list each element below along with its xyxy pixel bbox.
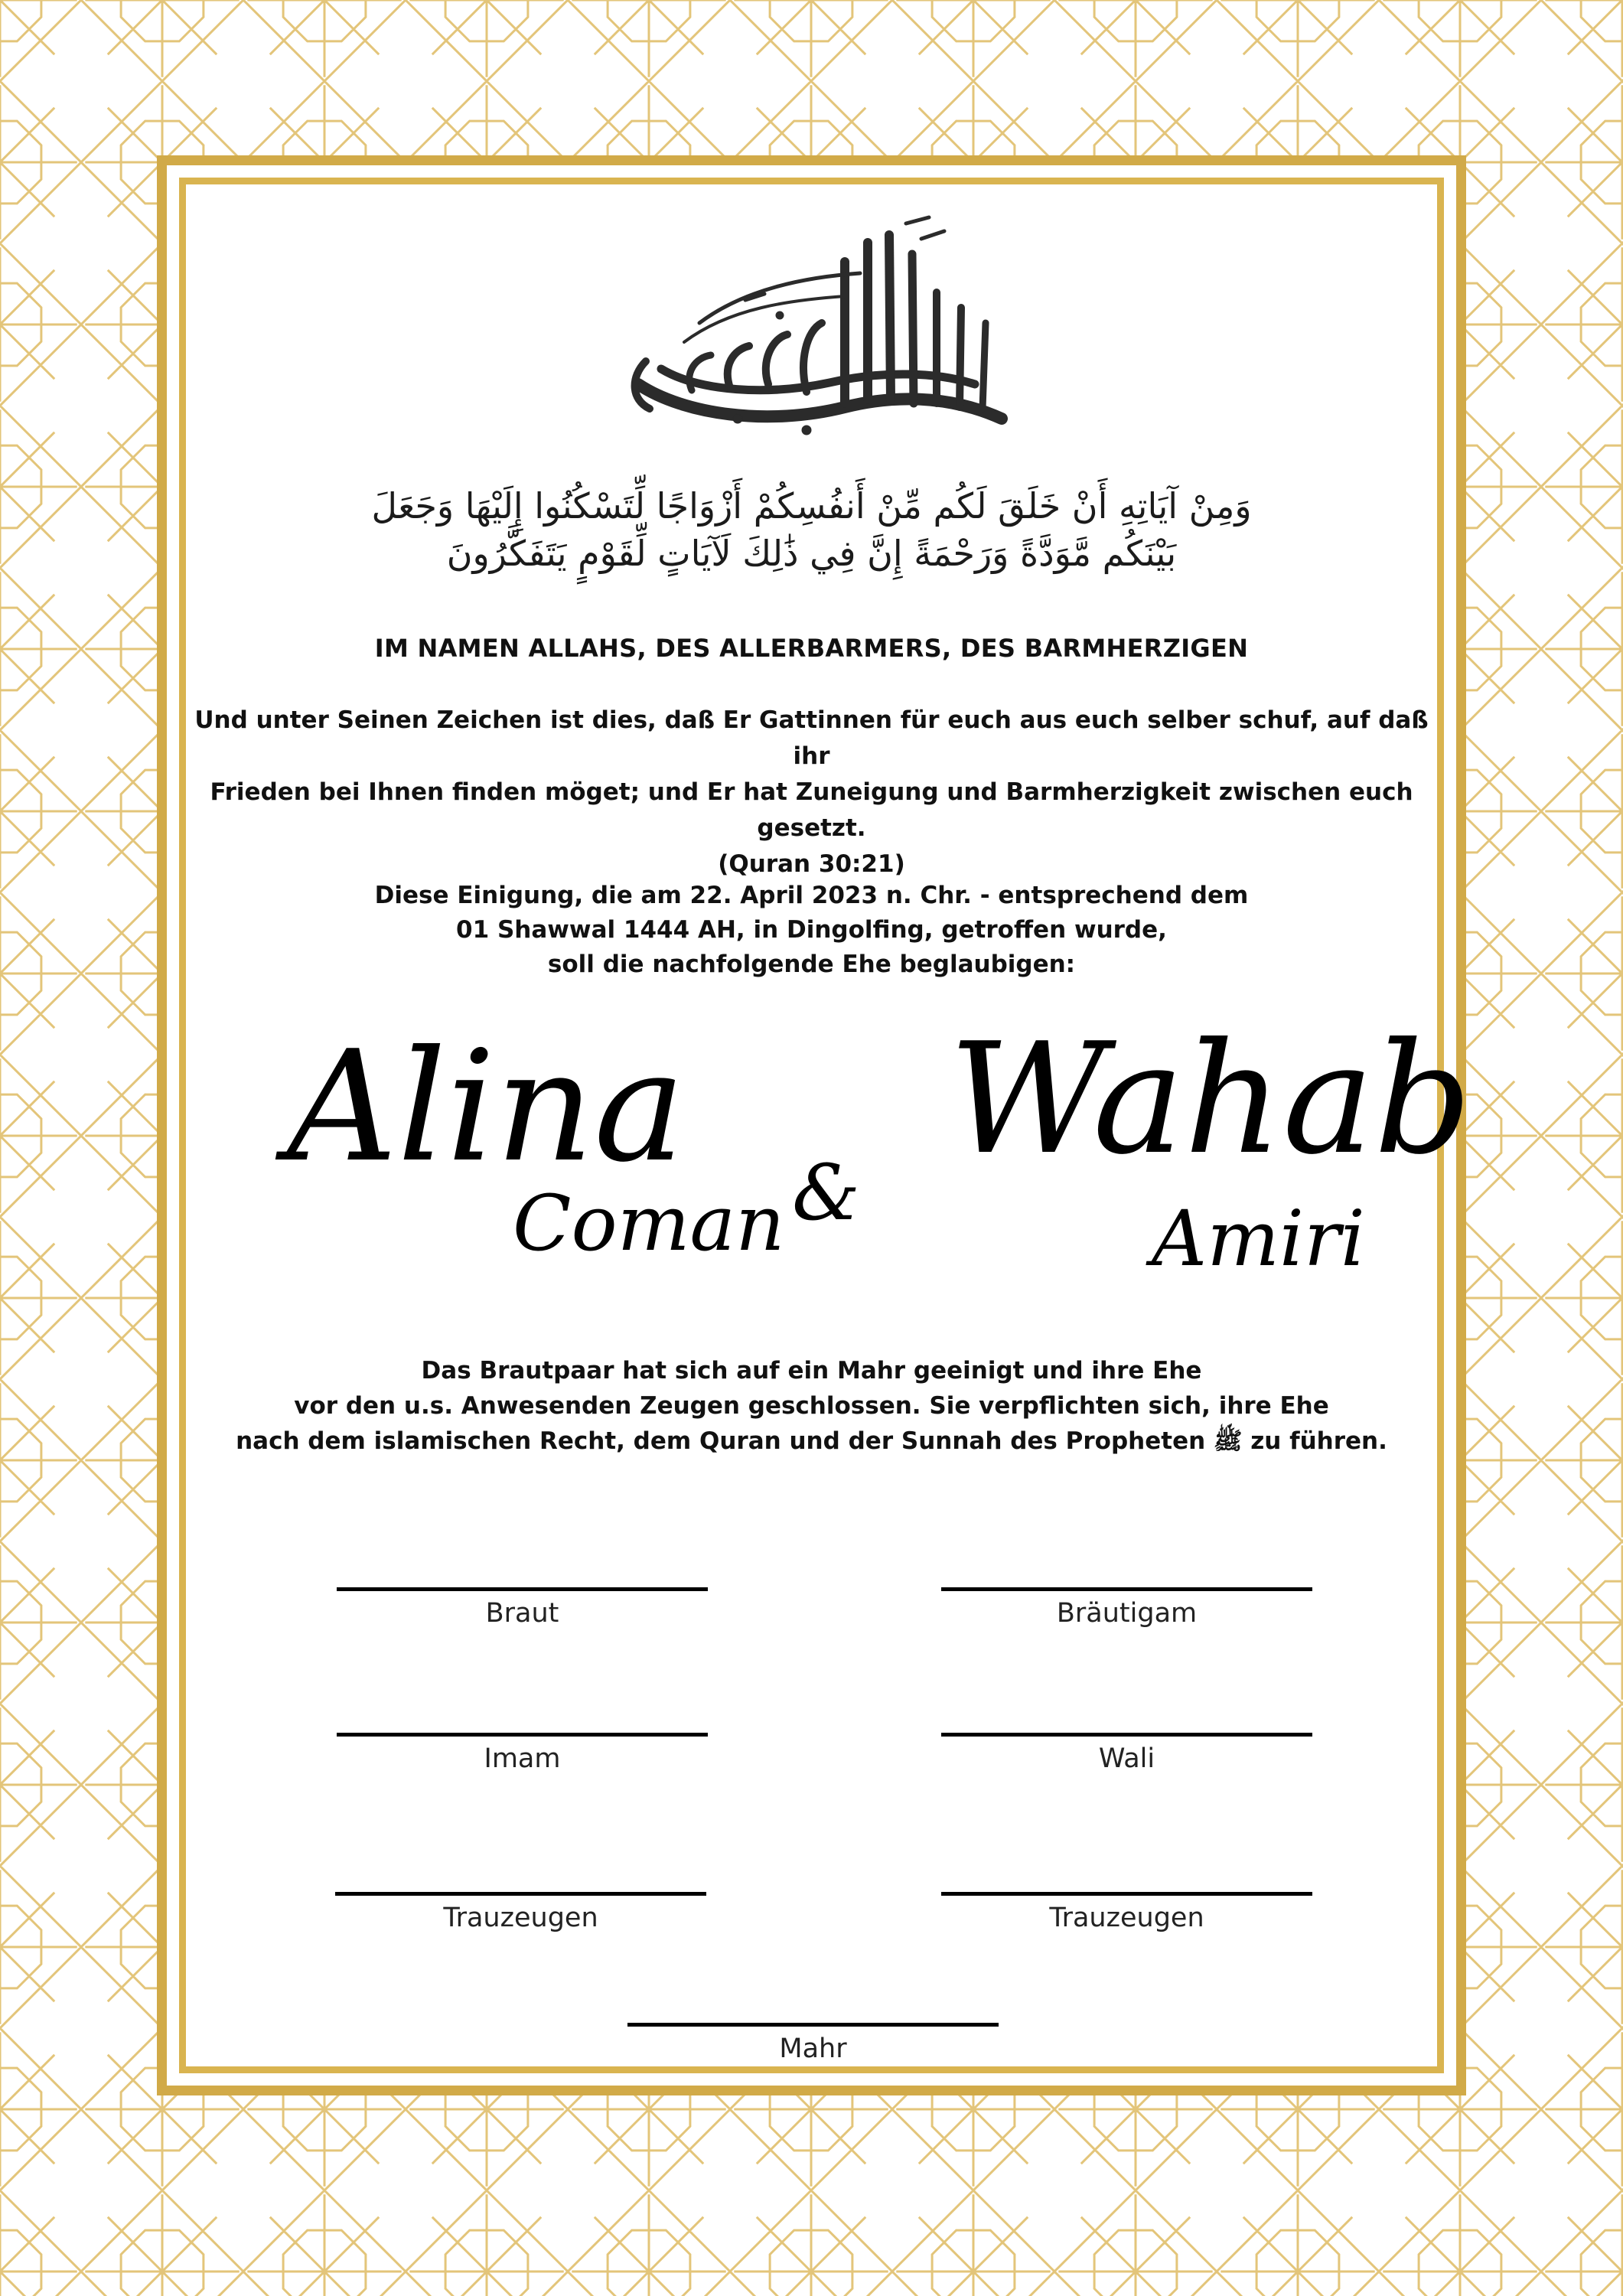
arabic-verse (188, 482, 1435, 577)
groom-last-name: Amiri (1152, 1194, 1365, 1283)
quran-reference: (Quran 30:21) (718, 850, 905, 878)
verse-translation (188, 703, 1435, 882)
certificate-heading: IM NAMEN ALLAHS, DES ALLERBARMERS, DES BARMHERZIGEN (374, 634, 1249, 663)
bride-first-name: Alina (287, 1018, 686, 1196)
bride-signature-line (337, 1587, 708, 1591)
mahr-signature-line (627, 2023, 999, 2027)
agreement-line-3: soll die nachfolgende Ehe beglaubigen: (547, 951, 1076, 978)
witness-left-signature-label: Trauzeugen (443, 1903, 598, 1933)
agreement-text (188, 879, 1435, 982)
declaration-text (188, 1353, 1435, 1459)
bride-signature-label: Braut (485, 1598, 559, 1629)
imam-signature-label: Imam (484, 1743, 561, 1774)
declaration-line-2: vor den u.s. Anwesenden Zeugen geschlossen. Sie verpflichten sich, ihre Ehe (294, 1392, 1329, 1420)
groom-signature-label: Bräutigam (1056, 1598, 1198, 1629)
wali-signature-label: Wali (1098, 1743, 1155, 1774)
bismillah-calligraphy-icon (615, 208, 1021, 438)
imam-signature-line (337, 1733, 708, 1737)
bride-last-name: Coman (513, 1179, 785, 1268)
translation-line-1: Und unter Seinen Zeichen ist dies, daß Er Gattinnen für euch aus euch selber schuf, auf daß ihr (194, 706, 1429, 770)
groom-signature-line (941, 1587, 1312, 1591)
arabic-verse-line-1: وَمِنْ آيَاتِهِ أَنْ خَلَقَ لَكُم مِّنْ أَنفُسِكُمْ أَزْوَاجًا لِّتَسْكُنُوا إِلَيْهَا وَجَعَلَ (371, 485, 1252, 527)
declaration-line-3: nach dem islamischen Recht, dem Quran und der Sunnah des Propheten ﷺ zu führen. (236, 1427, 1387, 1455)
agreement-line-1: Diese Einigung, die am 22. April 2023 n. Chr. - entsprechend dem (374, 882, 1249, 909)
ampersand: & (792, 1148, 861, 1238)
witness-right-signature-label: Trauzeugen (1049, 1903, 1204, 1933)
arabic-verse-line-2: بَيْنَكُم مَّوَدَّةً وَرَحْمَةً إِنَّ فِي ذَٰلِكَ لَآيَاتٍ لِّقَوْمٍ يَتَفَكَّرُونَ (446, 533, 1177, 574)
translation-line-2: Frieden bei Ihnen finden möget; und Er hat Zuneigung und Barmherzigkeit zwischen euch gesetzt. (210, 778, 1413, 842)
declaration-line-1: Das Brautpaar hat sich auf ein Mahr geeinigt und ihre Ehe (421, 1357, 1202, 1384)
mahr-signature-label: Mahr (779, 2033, 847, 2064)
witness-right-signature-line (941, 1892, 1312, 1896)
wali-signature-line (941, 1733, 1312, 1737)
groom-first-name: Wahab (949, 1010, 1472, 1189)
agreement-line-2: 01 Shawwal 1444 AH, in Dingolfing, getroffen wurde, (456, 916, 1167, 944)
witness-left-signature-line (335, 1892, 706, 1896)
